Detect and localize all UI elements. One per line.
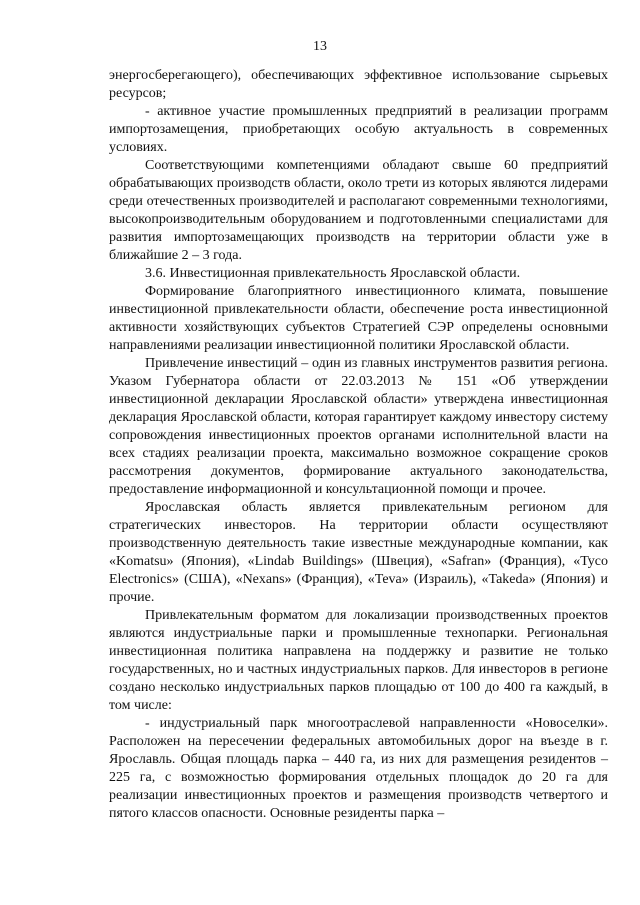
paragraph-novoselki-park: - индустриальный парк многоотраслевой направленности «Новоселки». Расположен на пересечении федеральных автомобильных дорог на въезде в г. Ярославль. Общая площадь парка – 440 га, из них для размещения резидентов – 225 га, с возможностью формирования отдельных площадок до 20 га для реализации инвестиционных проектов и размещения производств четвертого и пятого классов опасности. Основные резиденты парка – bbox=[109, 716, 608, 821]
paragraph-industrial-parks: Привлекательным форматом для локализации производственных проектов являются индустриальные парки и промышленные технопарки. Региональная инвестиционная политика направлена на поддержку и развитие не только государственных, но и частных индустриальных парков. Для инвесторов в регионе создано несколько индустриальных парков площадью от 100 до 400 га каждый, в том числе: bbox=[109, 608, 608, 713]
paragraph-strategic-investors: Ярославская область является привлекательным регионом для стратегических инвесторов. На территории области осуществляют производственную деятельность такие известные международные компании, как «Komatsu» (Япония), «Lindab Buildings» (Швеция), «Safran» (Франция), «Tyco Electronics» (США), «Nexans» (Франция), «Teva» (Израиль), «Takeda» (Япония) и прочие. bbox=[109, 500, 608, 605]
section-heading-3-6: 3.6. Инвестиционная привлекательность Ярославской области. bbox=[145, 266, 521, 281]
page-number: 13 bbox=[313, 39, 327, 54]
paragraph-continuation: энергосберегающего), обеспечивающих эффективное использование сырьевых ресурсов; bbox=[109, 68, 608, 101]
paragraph-investment-climate: Формирование благоприятного инвестиционного климата, повышение инвестиционной привлекательности области, обеспечение роста инвестиционной активности хозяйствующих субъектов Стратегией СЭР определены основными направлениями реализации инвестиционной политики Ярославской области. bbox=[109, 284, 608, 353]
paragraph-competencies: Соответствующими компетенциями обладают свыше 60 предприятий обрабатывающих производств области, около трети из которых являются лидерами среди отечественных производителей и располагают современными технологиями, высокопроизводительным оборудованием и подготовленными специалистами для развития импортозамещающих производств на территории области уже в ближайшие 2 – 3 года. bbox=[109, 158, 608, 263]
paragraph-import-substitution: - активное участие промышленных предприятий в реализации программ импортозамещения, приобретающих особую актуальность в современных условиях. bbox=[109, 104, 608, 155]
paragraph-investment-attraction: Привлечение инвестиций – один из главных инструментов развития региона. Указом Губернатора области от 22.03.2013 № 151 «Об утверждении инвестиционной декларации Ярославской области» утверждена инвестиционная декларация Ярославской области, которая гарантирует каждому инвестору систему сопровождения инвестиционных проектов органами исполнительной власти на всех стадиях реализации проекта, максимально возможное сокращение сроков рассмотрения документов, формирование актуального законодательства, предоставление информационной и консультационной помощи и прочее. bbox=[109, 356, 608, 497]
document-body bbox=[109, 67, 608, 823]
